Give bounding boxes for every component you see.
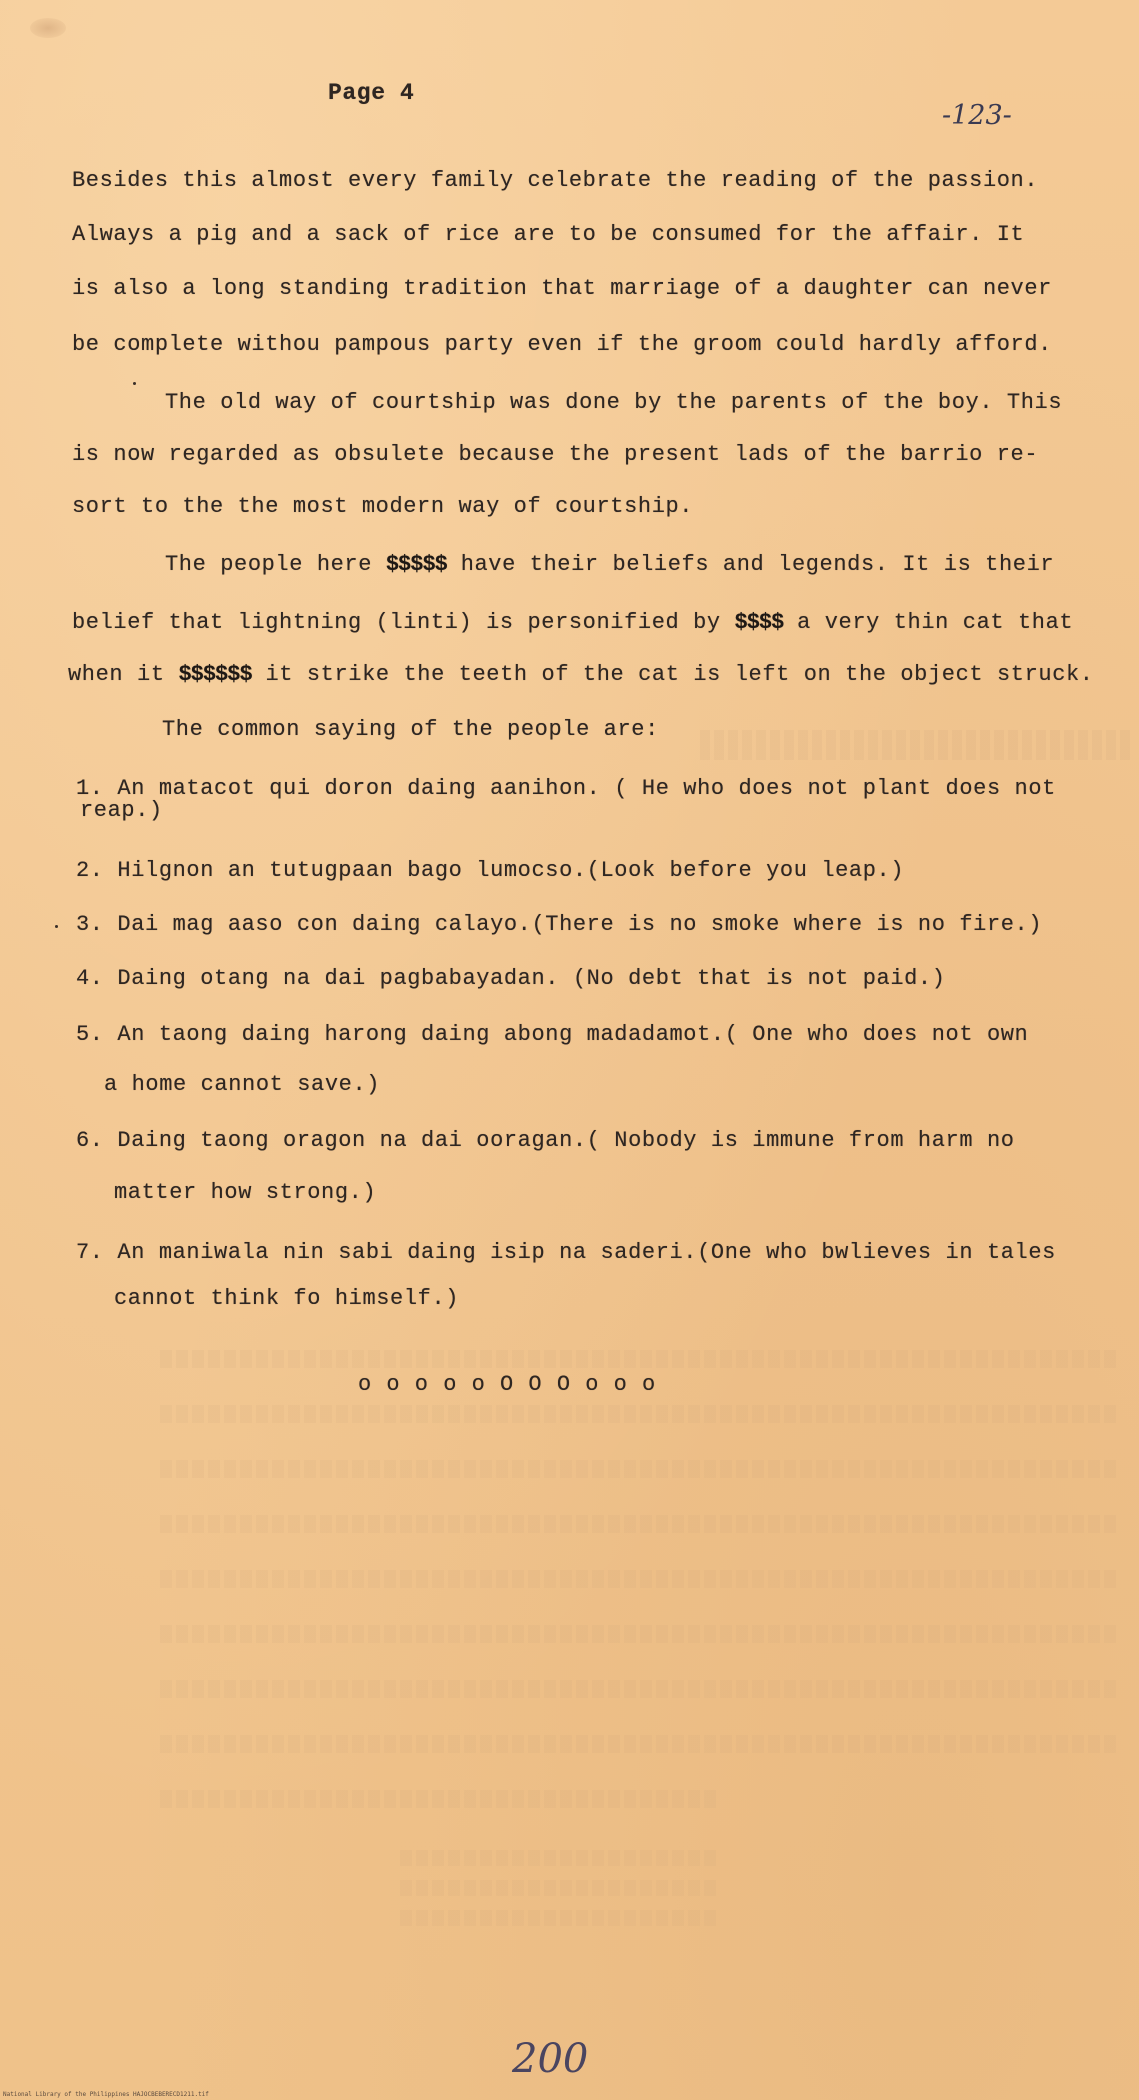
text-segment: a very thin cat that [797, 610, 1074, 635]
ink-speck [133, 382, 136, 385]
bleed-through-texture [160, 1405, 1120, 1423]
saying-item: 4. Daing otang na dai pagbabayadan. (No debt that is not paid.) [76, 966, 946, 991]
saying-item-continuation: a home cannot save.) [104, 1072, 381, 1097]
ink-speck [55, 925, 58, 928]
saying-item: 3. Dai mag aaso con daing calayo.(There is no smoke where is no fire.) [76, 912, 1043, 937]
bleed-through-texture [160, 1460, 1120, 1478]
saying-item: 5. An taong daing harong daing abong madadamot.( One who does not own [76, 1022, 1029, 1047]
page-label: Page 4 [328, 80, 415, 106]
saying-item: 2. Hilgnon an tutugpaan bago lumocso.(Look before you leap.) [76, 858, 905, 883]
text-segment: when it [68, 662, 165, 687]
paragraph-line: be complete withou pampous party even if the groom could hardly afford. [72, 332, 1052, 357]
text-segment: have their beliefs and legends. It is their [460, 552, 1055, 577]
saying-item: 6. Daing taong oragon na dai ooragan.( Nobody is immune from harm no [76, 1128, 1015, 1153]
bleed-through-texture [400, 1910, 720, 1926]
paper-smudge [30, 18, 66, 38]
bleed-through-texture [160, 1790, 720, 1808]
paragraph-line: The old way of courtship was done by the parents of the boy. This [165, 390, 1063, 415]
bleed-through-texture [160, 1735, 1120, 1753]
bleed-through-texture [160, 1515, 1120, 1533]
bleed-through-texture [400, 1880, 720, 1896]
scan-footer: National Library of the Philippines HAJOCBEBERECD1211.tif [3, 2091, 209, 2098]
paragraph-line: is now regarded as obsulete because the present lads of the barrio re- [72, 442, 1039, 467]
bleed-through-texture [700, 730, 1130, 760]
paragraph-line: is also a long standing tradition that marriage of a daughter can never [72, 276, 1052, 301]
saying-item-continuation: reap.) [80, 798, 163, 823]
bleed-through-texture [160, 1570, 1120, 1588]
paragraph-line: Always a pig and a sack of rice are to be consumed for the affair. It [72, 222, 1025, 247]
paragraph-line: The common saying of the people are: [162, 717, 659, 742]
text-segment: it strike the teeth of the cat is left on the object struck. [265, 662, 1094, 687]
text-segment: The people here [165, 552, 373, 577]
bleed-through-texture [160, 1625, 1120, 1643]
paragraph-line [72, 610, 1073, 635]
bleed-through-texture [160, 1350, 1120, 1368]
paragraph-line [165, 552, 1054, 577]
struck-out-text: $$$$$ [385, 552, 447, 577]
saying-item-continuation: matter how strong.) [114, 1180, 377, 1205]
handwritten-page-number: -123- [942, 100, 1012, 131]
paragraph-line: sort to the the most modern way of courtship. [72, 494, 694, 519]
struck-out-text: $$$$ [734, 610, 784, 635]
paragraph-line: Besides this almost every family celebrate the reading of the passion. [72, 168, 1039, 193]
bleed-through-texture [400, 1850, 720, 1866]
handwritten-folio-number: 200 [512, 2036, 589, 2082]
text-segment: belief that lightning (linti) is personified by [72, 610, 721, 635]
bleed-through-texture [160, 1680, 1120, 1698]
saying-item: 1. An matacot qui doron daing aanihon. ( He who does not plant does not [76, 776, 1056, 801]
saying-item-continuation: cannot think fo himself.) [114, 1286, 460, 1311]
saying-item: 7. An maniwala nin sabi daing isip na saderi.(One who bwlieves in tales [76, 1240, 1056, 1265]
struck-out-text: $$$$$$ [178, 662, 252, 687]
paragraph-line [68, 662, 1094, 687]
section-divider: o o o o o O O O o o o [358, 1372, 657, 1397]
